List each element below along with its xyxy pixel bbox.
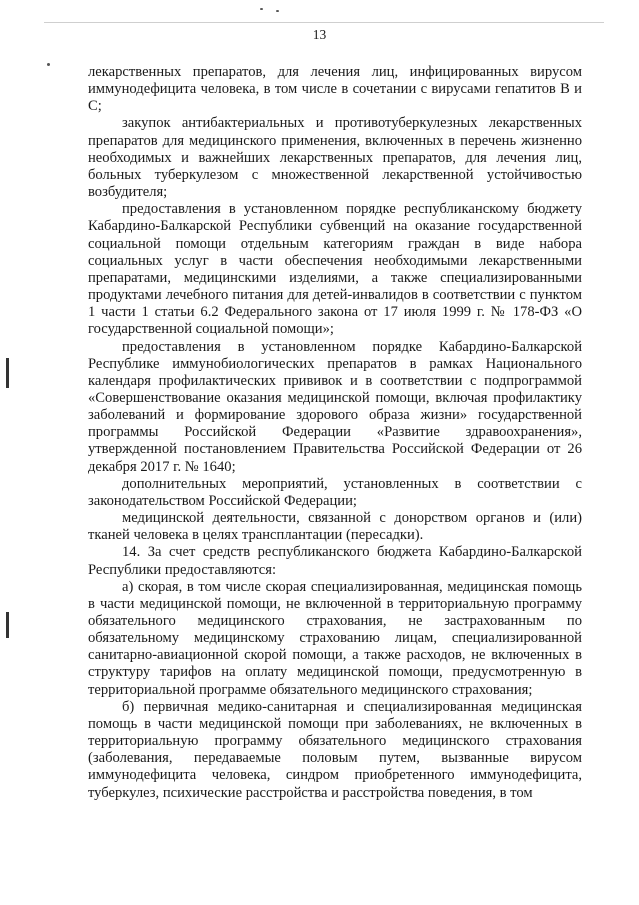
scan-speck: [47, 63, 50, 66]
margin-mark: [6, 612, 9, 638]
document-body: [88, 64, 582, 802]
paragraph: 14. За счет средств республиканского бюджета Кабардино-Балкарской Республики предоставляются:: [88, 544, 582, 578]
paragraph: лекарственных препаратов, для лечения лиц, инфицированных вирусом иммунодефицита человека, в том числе в сочетании с вирусами гепатитов В и С;: [88, 64, 582, 115]
paragraph: медицинской деятельности, связанной с донорством органов и (или) тканей человека в целях трансплантации (пересадки).: [88, 510, 582, 544]
paragraph: дополнительных мероприятий, установленных в соответствии с законодательством Российской Федерации;: [88, 475, 582, 509]
paragraph: закупок антибактериальных и противотуберкулезных лекарственных препаратов для медицинского применения, включенных в перечень жизненно необходимых и важнейших лекарственных препаратов, для лечения лиц, больных туберкулезом с множественной лекарственной устойчивостью возбудителя;: [88, 115, 582, 201]
page-number: 13: [312, 27, 327, 42]
paragraph: а) скорая, в том числе скорая специализированная, медицинская помощь в части медицинской помощи, не включенной в территориальную программу обязательного медицинского страхования, не застрахованным по обязательному медицинскому страхованию лицам, специализированной санитарно-авиационной скорой помощи, а также расходов, не включенных в структуру тарифов на оплату медицинской помощи, предусмотренную в территориальной программе обязательного медицинского страхования;: [88, 578, 582, 698]
paragraph: б) первичная медико-санитарная и специализированная медицинская помощь в части медицинской помощи при заболеваниях, не включенных в территориальную программу обязательного медицинского страхования (заболевания, передаваемые половым путем, вызванные вирусом иммунодефицита человека, синдром приобретенного иммунодефицита, туберкулез, психические расстройства и расстройства поведения, в том: [88, 698, 582, 801]
paragraph: предоставления в установленном порядке республиканскому бюджету Кабардино-Балкарской Республики субвенций на оказание государственной социальной помощи отдельным категориям граждан в виде набора социальных услуг в части обеспечения необходимыми лекарственными препаратами, медицинскими изделиями, а также специализированными продуктами лечебного питания для детей-инвалидов в соответствии с пунктом 1 части 1 статьи 6.2 Федерального закона от 17 июля 1999 г. № 178-ФЗ «О государственной социальной помощи»;: [88, 201, 582, 338]
scan-speck: [260, 8, 263, 10]
scan-speck: [276, 10, 279, 12]
scan-edge-line: [44, 22, 604, 23]
margin-mark: [6, 358, 9, 388]
paragraph: предоставления в установленном порядке Кабардино-Балкарской Республике иммунобиологических препаратов в рамках Национального календаря профилактических прививок и в соответствии с подпрограммой «Совершенствование оказания медицинской помощи, включая профилактику заболеваний и формирование здорового образа жизни» государственной программы Российской Федерации «Развитие здравоохранения», утвержденной постановлением Правительства Российской Федерации от 26 декабря 2017 г. № 1640;: [88, 338, 582, 475]
